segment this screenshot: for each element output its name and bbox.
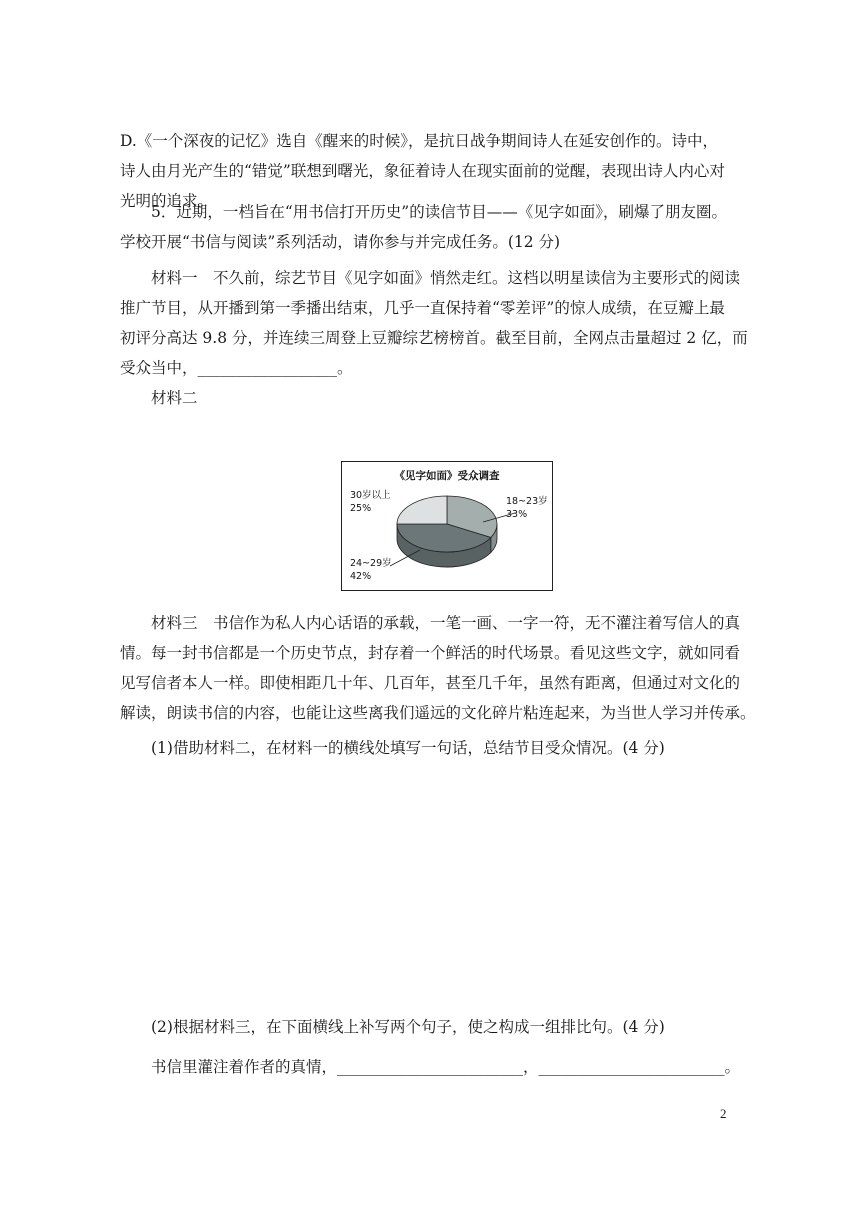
page-number: 2 [720,1106,727,1121]
material-1-line: 受众当中，__________________。 [120,359,353,377]
question-5-line: 学校开展“书信与阅读”系列活动，请你参与并完成任务。(12 分) [120,233,561,251]
material-3-line: 解读，朗读书信的内容，也能让这些离我们遥远的文化碎片粘连起来，为当世人学习并传承。 [120,704,756,722]
fill-in-line-text: 书信里灌注着作者的真情，________________________，________________________。 [151,1058,741,1076]
answer-area[interactable] [120,770,742,1000]
material-3-line: 情。每一封书信都是一个历史节点，封存着一个鲜活的时代场景。看见这些文字，就如同看 [120,644,741,662]
sub-question-1 [120,733,742,763]
material-1-paragraph [120,263,748,383]
option-d-line: 光明的追求。 [120,192,214,210]
pie-value-2: 25% [350,503,372,514]
question-5-line: 5．近期，一档旨在“用书信打开历史”的读信节目——《见字如面》，刷爆了朋友圈。 [151,203,727,221]
option-d-line: 诗人由月光产生的“错觉”联想到曙光，象征着诗人在现实面前的觉醒，表现出诗人内心对 [120,162,725,180]
sub-question-2 [120,1012,742,1042]
material-3-paragraph [120,608,756,728]
pie-slice-2 [397,496,447,524]
material-1-line: 推广节目，从开播到第一季播出结束，几乎一直保持着“零差评”的惊人成绩，在豆瓣上最 [120,299,725,317]
material-2-label-text: 材料二 [151,389,198,407]
material-3-line: 材料三 书信作为私人内心话语的承载，一笔一画、一字一符，无不灌注着写信人的真 [151,614,741,632]
pie-value-1: 42% [350,571,372,582]
pie-label-2: 30岁以上 [350,490,391,501]
material-3-line: 见写信者本人一样。即使相距几十年、几百年，甚至几千年，虽然有距离，但通过对文化的 [120,674,741,692]
option-d-line: D.《一个深夜的记忆》选自《醒来的时候》，是抗日战争期间诗人在延安创作的。诗中， [120,132,719,150]
pie-chart [341,461,553,591]
pie-value-0: 33% [506,509,528,520]
chart-title: 《见字如面》受众调查 [394,470,500,482]
pie-label-1: 24~29岁 [350,558,392,569]
pie-label-0: 18~23岁 [506,496,548,507]
material-1-line: 材料一 不久前，综艺节目《见字如面》悄然走红。这档以明星读信为主要形式的阅读 [151,269,741,287]
material-1-line: 初评分高达 9.8 分，并连续三周登上豆瓣综艺榜榜首。截至目前，全网点击量超过 2 亿，而 [120,329,748,347]
sub-question-1-text: (1)借助材料二，在材料一的横线处填写一句话，总结节目受众情况。(4 分) [151,739,665,757]
sub-question-2-text: (2)根据材料三，在下面横线上补写两个句子，使之构成一组排比句。(4 分) [151,1018,665,1036]
fill-in-line [120,1052,742,1082]
material-2-label [120,383,742,413]
question-5-paragraph [120,197,742,257]
